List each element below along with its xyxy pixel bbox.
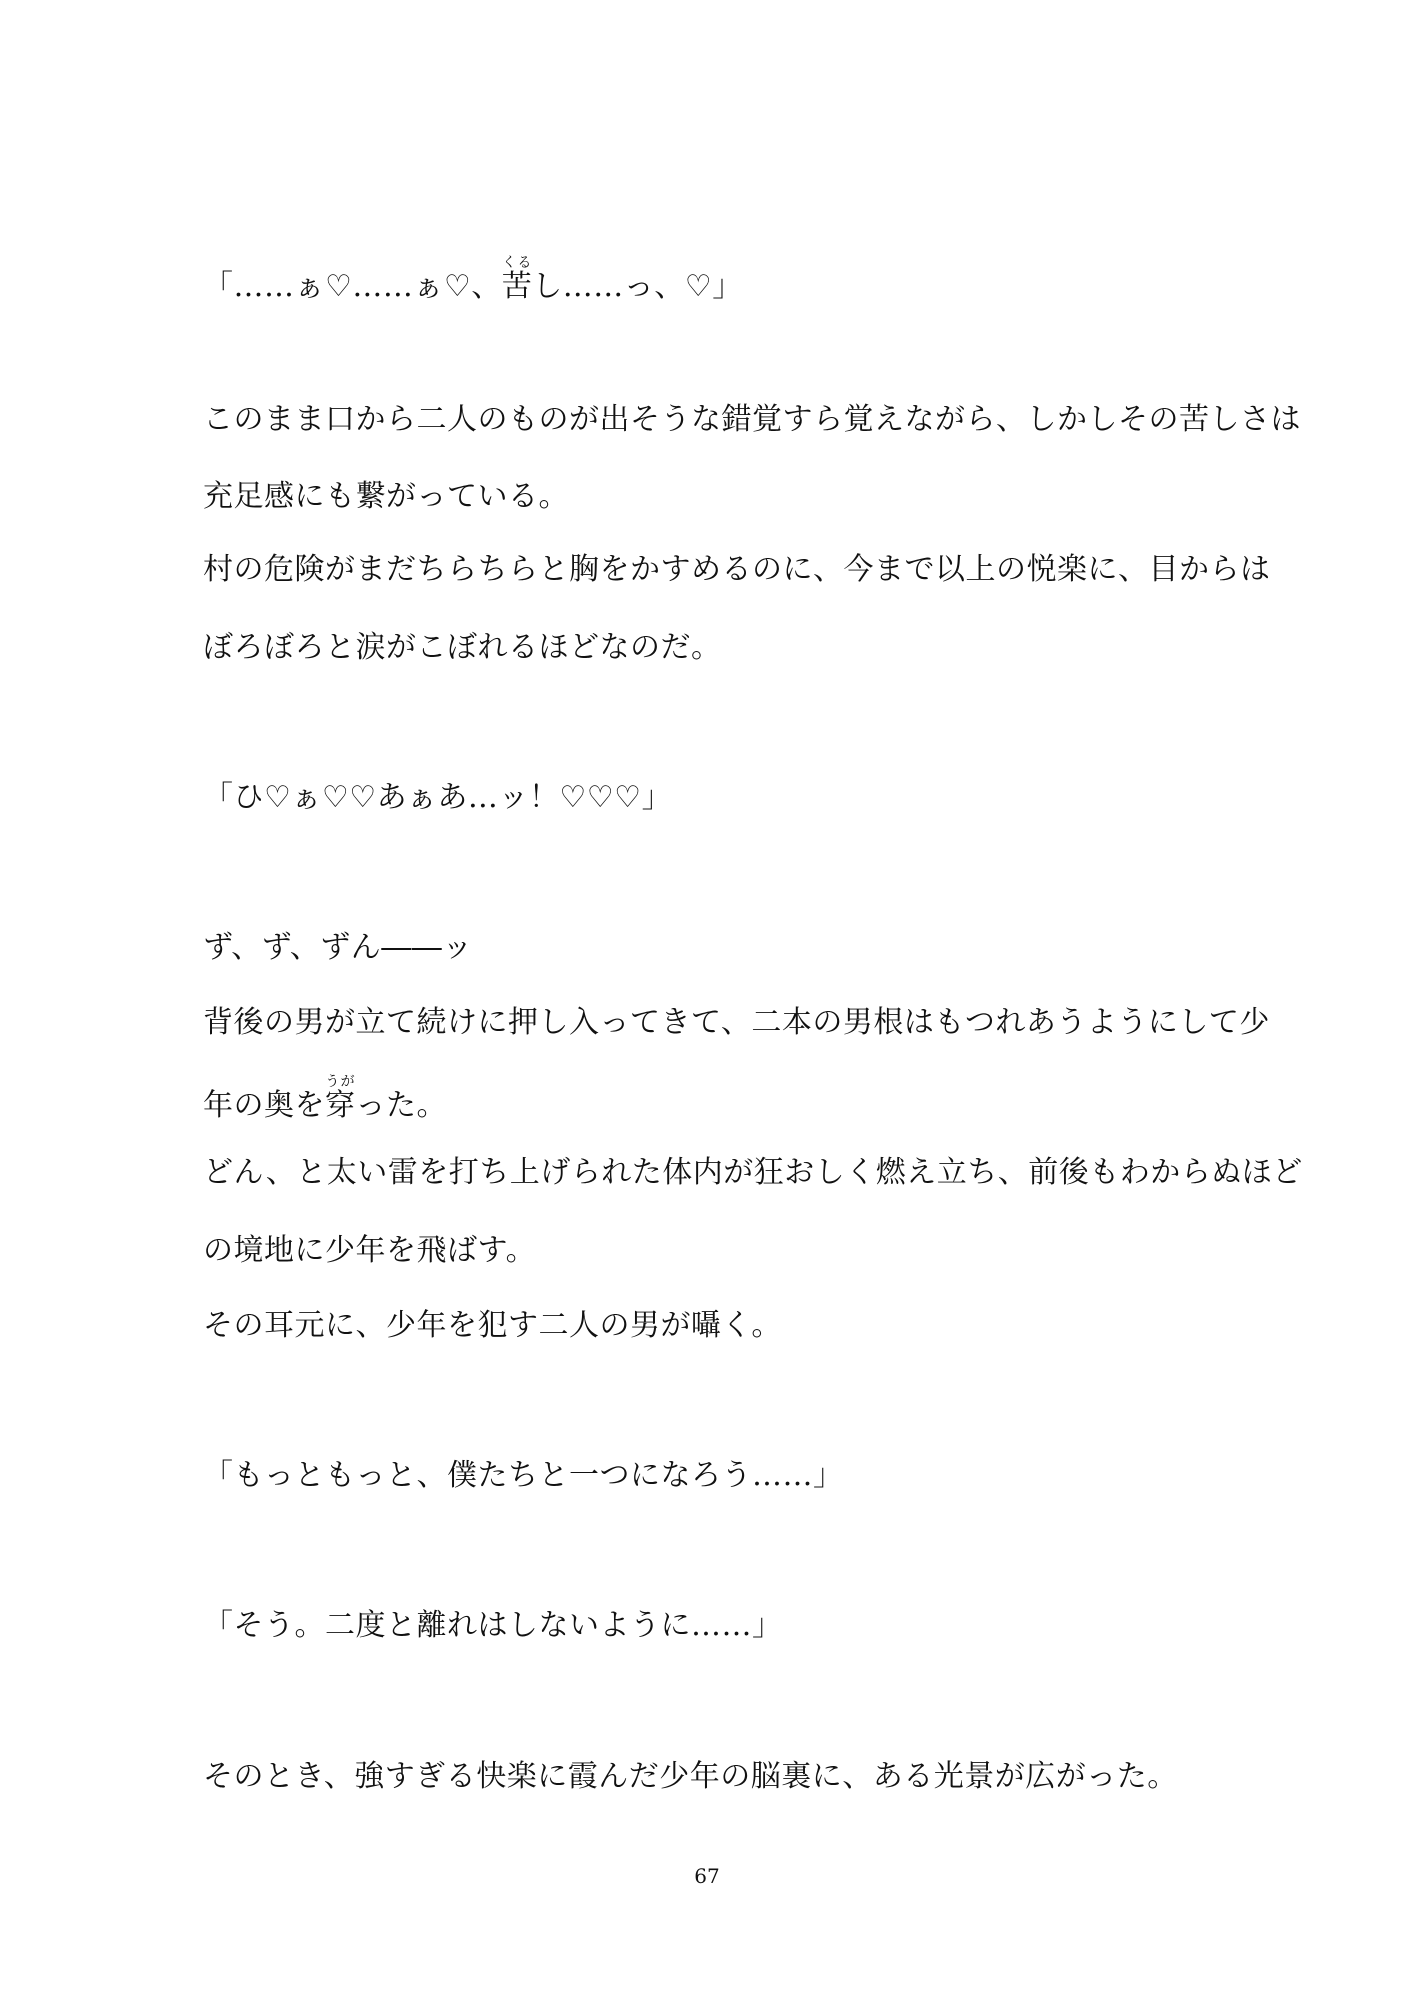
- text-segment: 年の奥を: [203, 1088, 325, 1123]
- ruby-base: 穿: [325, 1088, 356, 1123]
- page-number: 67: [694, 1864, 720, 1888]
- dialogue-line-3: 「もっともっと、僕たちと一つになろう……」: [203, 1458, 844, 1493]
- paragraph-line-6: 背後の男が立て続けに押し入ってきて、二本の男根はもつれあうようにして少: [203, 1005, 1270, 1040]
- paragraph-line-2: 充足感にも繋がっている。: [203, 479, 569, 514]
- paragraph-line-7: [203, 1074, 447, 1126]
- paragraph-line-10: その耳元に、少年を犯す二人の男が囁く。: [203, 1308, 782, 1343]
- ruby-annotation: [325, 1074, 356, 1123]
- dialogue-line-4: 「そう。二度と離れはしないように……」: [203, 1608, 783, 1643]
- paragraph-line-3: 村の危険がまだちらちらと胸をかすめるのに、今まで以上の悦楽に、目からは: [203, 552, 1271, 587]
- paragraph-line-1: このまま口から二人のものが出そうな錯覚すら覚えながら、しかしその苦しさは: [203, 402, 1301, 437]
- paragraph-line-9: の境地に少年を飛ばす。: [203, 1233, 537, 1268]
- paragraph-line-5: ず、ず、ずん――ッ: [203, 930, 473, 965]
- dialogue-line-1: [203, 255, 743, 307]
- paragraph-line-11: そのとき、強すぎる快楽に霞んだ少年の脳裏に、ある光景が広がった。: [203, 1759, 1178, 1794]
- ruby-reading: くる: [501, 255, 533, 271]
- text-segment: し……っ、♡」: [532, 269, 743, 304]
- paragraph-line-4: ぼろぼろと涙がこぼれるほどなのだ。: [203, 630, 722, 665]
- ruby-reading: うが: [325, 1074, 356, 1090]
- text-segment: 「……ぁ♡……ぁ♡、: [203, 269, 502, 304]
- ruby-base: 苦: [501, 269, 533, 304]
- dialogue-line-2: 「ひ♡ぁ♡♡あぁあ…ッ！♡♡♡」: [203, 780, 673, 815]
- paragraph-line-8: どん、と太い雷を打ち上げられた体内が狂おしく燃え立ち、前後もわからぬほど: [203, 1155, 1303, 1190]
- ruby-annotation: [501, 255, 533, 304]
- text-segment: った。: [355, 1088, 447, 1123]
